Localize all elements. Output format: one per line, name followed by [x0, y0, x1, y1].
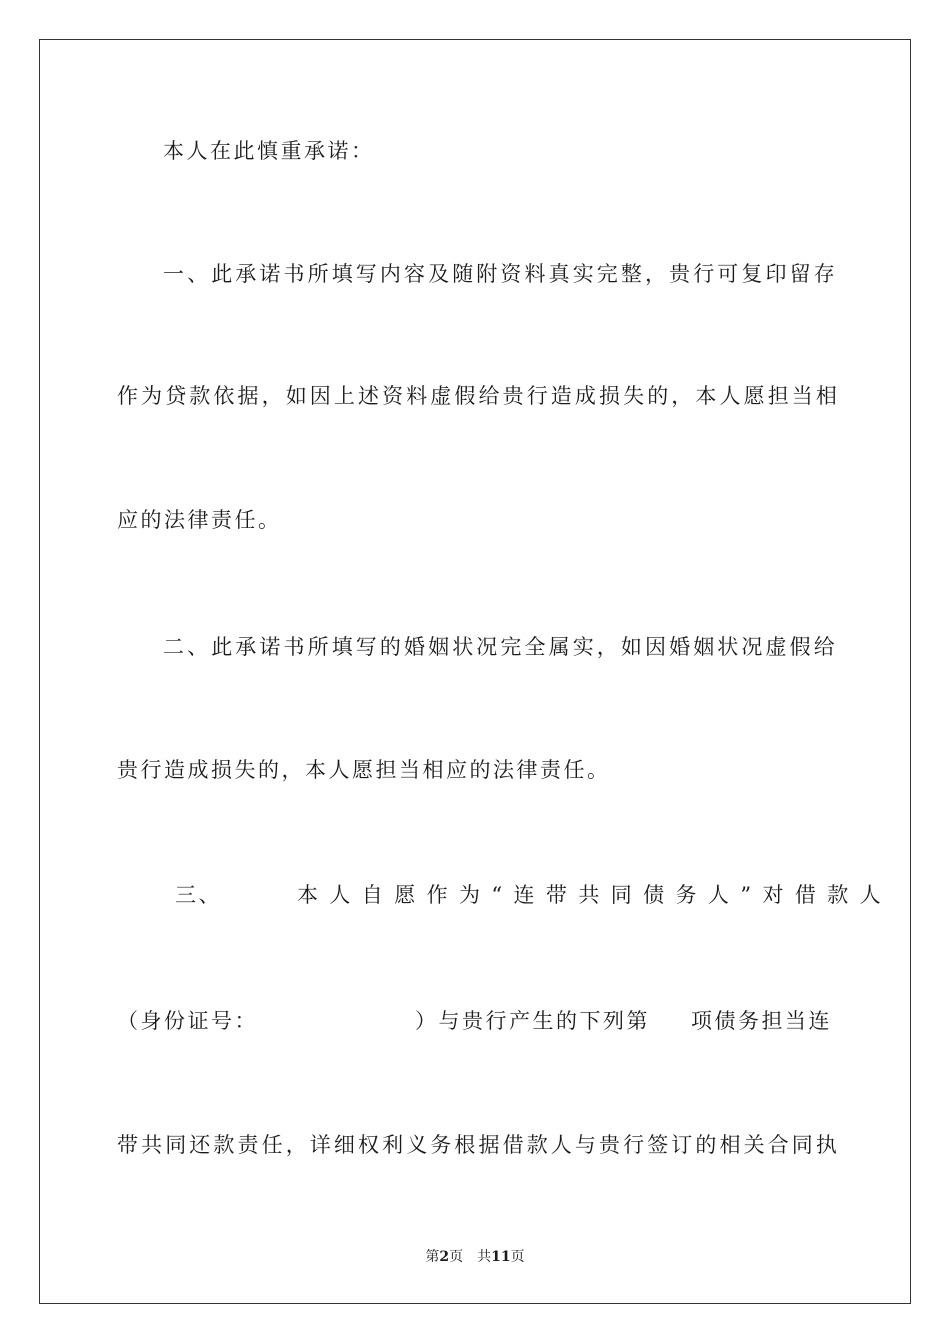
- page-footer: [0, 1246, 950, 1266]
- debt-item-text: ）与贵行产生的下列第: [415, 1009, 650, 1033]
- footer-suffix: 页: [510, 1249, 525, 1265]
- footer-middle: 页 共: [449, 1249, 492, 1265]
- paragraph-1-line-2: 作为贷款依据，如因上述资料虚假给贵行造成损失的，本人愿担当相: [117, 384, 840, 408]
- paragraph-1-line-1: 一、此承诺书所填写内容及随附资料真实完整，贵行可复印留存: [163, 262, 838, 286]
- paragraph-1-line-3: 应的法律责任。: [117, 508, 282, 532]
- item-number: 三、: [175, 883, 222, 907]
- paragraph-3-line-3: 带共同还款责任，详细权利义务根据借款人与贵行签订的相关合同执: [117, 1133, 840, 1157]
- paragraph-intro: 本人在此慎重承诺：: [163, 139, 375, 163]
- item-text: 本人自愿作为“连带共同债务人”对借款人: [297, 883, 893, 907]
- footer-total-pages: 11: [491, 1249, 511, 1265]
- paragraph-2-line-1: 二、此承诺书所填写的婚姻状况完全属实，如因婚姻状况虚假给: [163, 635, 838, 659]
- debt-item-continuation: 项债务担当连: [691, 1009, 832, 1033]
- footer-page-number: 2: [439, 1249, 450, 1265]
- id-number-label: （身份证号：: [117, 1009, 258, 1033]
- page-border: [39, 39, 911, 1304]
- paragraph-2-line-2: 贵行造成损失的，本人愿担当相应的法律责任。: [117, 758, 611, 782]
- footer-prefix: 第: [425, 1249, 440, 1265]
